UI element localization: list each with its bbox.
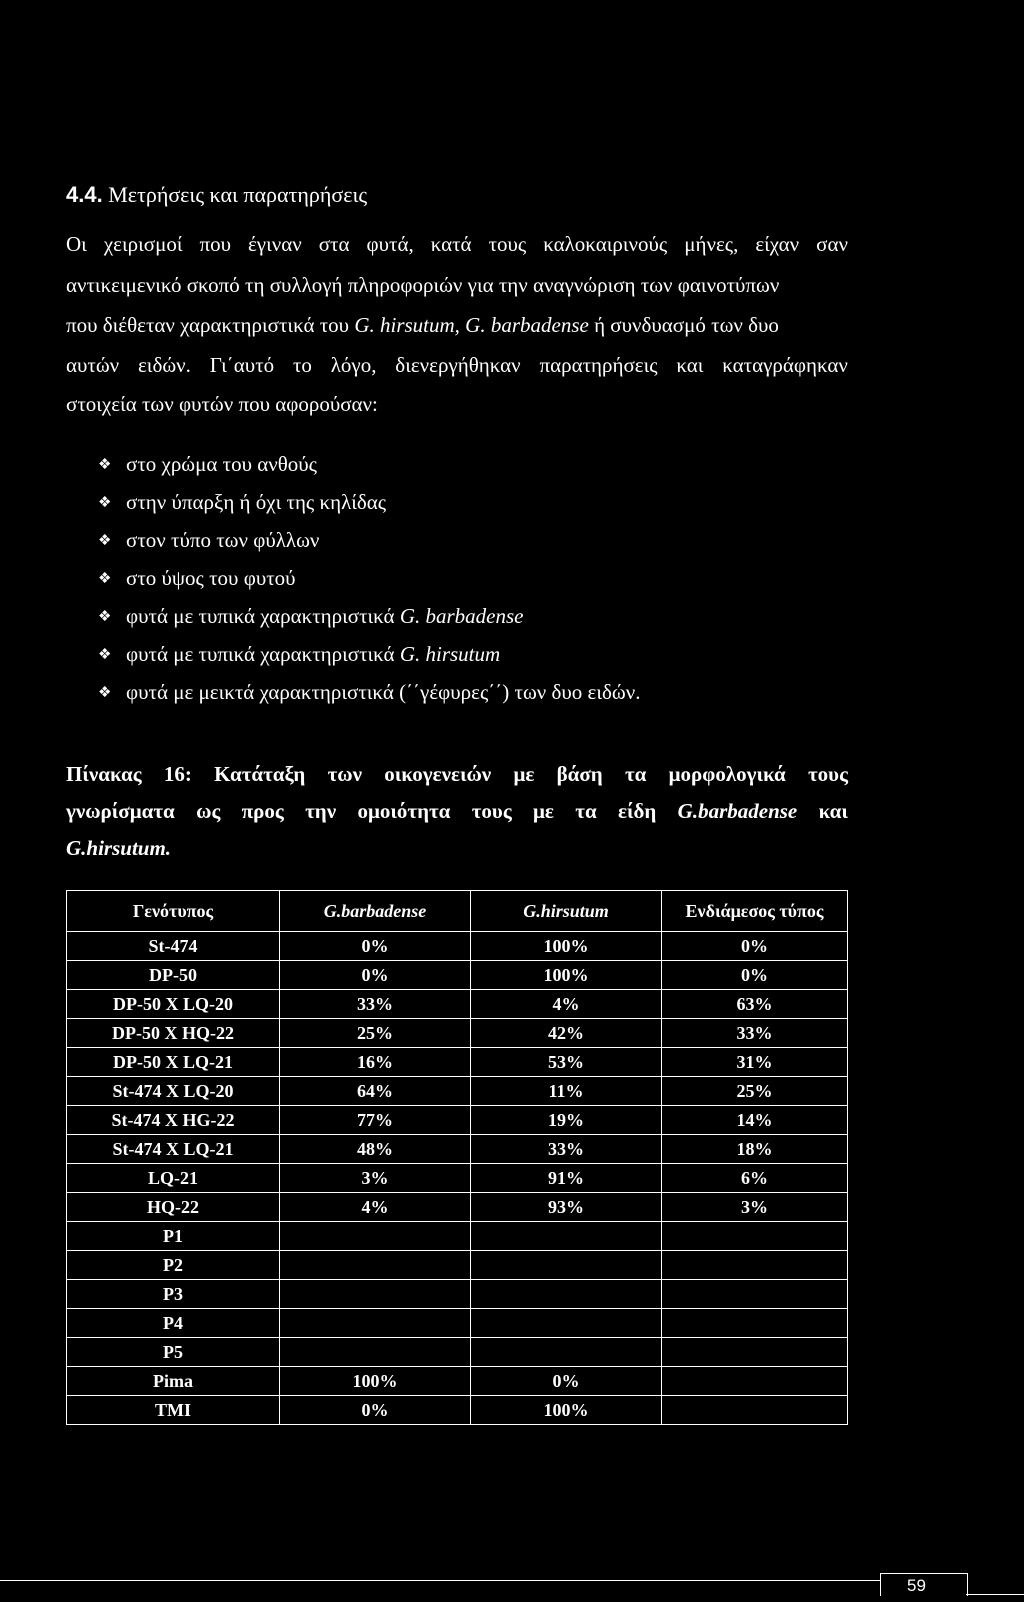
barbadense-cell xyxy=(280,1309,471,1338)
word: φυτά, xyxy=(366,232,414,256)
diamond-bullet-icon: ❖ xyxy=(98,457,112,473)
table-row xyxy=(67,932,848,961)
hirsutum-cell: 19% xyxy=(471,1106,662,1135)
observation-text: στην ύπαρξη ή όχι της κηλίδας xyxy=(126,490,387,514)
observation-item xyxy=(98,680,641,705)
hirsutum-cell: 100% xyxy=(471,961,662,990)
word: με xyxy=(533,799,554,823)
genotype-cell: St-474 xyxy=(67,932,280,961)
observation-item xyxy=(98,490,386,515)
hirsutum-cell: 33% xyxy=(471,1135,662,1164)
intermediate-cell: 3% xyxy=(662,1193,848,1222)
barbadense-cell: 0% xyxy=(280,1396,471,1425)
intermediate-cell: 14% xyxy=(662,1106,848,1135)
word: τους xyxy=(488,232,527,256)
genotype-cell: P3 xyxy=(67,1280,280,1309)
genotype-cell: HQ-22 xyxy=(67,1193,280,1222)
word: Γι΄αυτό xyxy=(209,353,275,377)
genotype-cell: LQ-21 xyxy=(67,1164,280,1193)
genotype-cell: Pima xyxy=(67,1367,280,1396)
word: βάση xyxy=(556,762,603,786)
intermediate-cell xyxy=(662,1280,848,1309)
paragraph-line-3a: που διέθεταν χαρακτηριστικά του xyxy=(66,313,355,337)
diamond-bullet-icon: ❖ xyxy=(98,571,112,587)
word: τα xyxy=(575,799,597,823)
classification-table xyxy=(66,890,848,1425)
barbadense-cell: 64% xyxy=(280,1077,471,1106)
table-row xyxy=(67,1338,848,1367)
word: προς xyxy=(241,799,284,823)
diamond-bullet-icon: ❖ xyxy=(98,647,112,663)
observation-text: στο ύψος του φυτού xyxy=(126,566,296,590)
barbadense-cell xyxy=(280,1222,471,1251)
hirsutum-cell: 100% xyxy=(471,932,662,961)
intermediate-cell: 33% xyxy=(662,1019,848,1048)
word: μήνες, xyxy=(684,232,739,256)
table-row xyxy=(67,1280,848,1309)
observation-species: G. barbadense xyxy=(399,604,524,628)
word: τους xyxy=(807,762,848,786)
observation-text: φυτά με μεικτά χαρακτηριστικά (΄΄γέφυρες΄΄) των δυο ειδών. xyxy=(126,680,641,704)
intermediate-cell xyxy=(662,1251,848,1280)
caption-barbadense: G.barbadense xyxy=(677,799,798,823)
genotype-cell: St-474 X LQ-21 xyxy=(67,1135,280,1164)
word: σαν xyxy=(816,232,848,256)
diamond-bullet-icon: ❖ xyxy=(98,495,112,511)
intermediate-cell: 18% xyxy=(662,1135,848,1164)
word: ως xyxy=(196,799,221,823)
table-row xyxy=(67,1193,848,1222)
intermediate-cell: 0% xyxy=(662,961,848,990)
intermediate-cell: 63% xyxy=(662,990,848,1019)
caption-and: και xyxy=(818,799,848,823)
observation-item xyxy=(98,452,317,477)
word: καλοκαιρινούς xyxy=(543,232,668,256)
word: Πίνακας xyxy=(66,762,142,786)
table-row xyxy=(67,1077,848,1106)
table-row xyxy=(67,961,848,990)
word: αυτών xyxy=(66,353,120,377)
barbadense-cell: 4% xyxy=(280,1193,471,1222)
word: Κατάταξη xyxy=(214,762,306,786)
word: το xyxy=(292,353,312,377)
observation-item xyxy=(98,528,319,553)
section-number: 4.4. xyxy=(66,182,103,207)
word: είχαν xyxy=(755,232,800,256)
barbadense-cell: 77% xyxy=(280,1106,471,1135)
page-number: 59 xyxy=(907,1576,926,1595)
intermediate-cell xyxy=(662,1309,848,1338)
observation-text: στον τύπο των φύλλων xyxy=(126,528,320,552)
intermediate-cell xyxy=(662,1396,848,1425)
observation-item xyxy=(98,566,296,591)
table-row xyxy=(67,1251,848,1280)
table-row xyxy=(67,1048,848,1077)
barbadense-cell: 16% xyxy=(280,1048,471,1077)
diamond-bullet-icon: ❖ xyxy=(98,533,112,549)
paragraph-line-4 xyxy=(66,353,848,378)
hirsutum-cell: 42% xyxy=(471,1019,662,1048)
diamond-bullet-icon: ❖ xyxy=(98,609,112,625)
word: οικογενειών xyxy=(384,762,492,786)
barbadense-cell xyxy=(280,1251,471,1280)
paragraph-line-2: αντικειμενικό σκοπό τη συλλογή πληροφοριών για την αναγνώριση των φαινοτύπων xyxy=(66,273,780,297)
genotype-cell: DP-50 X HQ-22 xyxy=(67,1019,280,1048)
word: έγιναν xyxy=(247,232,302,256)
intermediate-cell: 31% xyxy=(662,1048,848,1077)
paragraph-line-3c: ή συνδυασμό των δυο xyxy=(588,313,779,337)
word: που xyxy=(199,232,231,256)
word: λόγο, xyxy=(330,353,377,377)
caption-species: G.hirsutum. xyxy=(66,836,172,860)
word: γνωρίσματα xyxy=(66,799,175,823)
hirsutum-cell xyxy=(471,1338,662,1367)
caption-line-2 xyxy=(66,799,848,824)
barbadense-cell xyxy=(280,1280,471,1309)
header-intermediate: Ενδιάμεσος τύπος xyxy=(662,891,848,932)
observation-species: G. hirsutum xyxy=(399,642,501,666)
table-row xyxy=(67,1222,848,1251)
word: 16: xyxy=(163,762,192,786)
section-title: Μετρήσεις και παρατηρήσεις xyxy=(108,182,368,207)
word: Οι xyxy=(66,232,87,256)
barbadense-cell: 33% xyxy=(280,990,471,1019)
hirsutum-cell xyxy=(471,1280,662,1309)
observation-text: φυτά με τυπικά χαρακτηριστικά xyxy=(126,642,400,666)
intermediate-cell: 6% xyxy=(662,1164,848,1193)
word: την xyxy=(305,799,337,823)
table-row xyxy=(67,1019,848,1048)
intermediate-cell xyxy=(662,1222,848,1251)
caption-line-3 xyxy=(66,836,171,861)
word: χειρισμοί xyxy=(103,232,183,256)
paragraph-line-5: στοιχεία των φυτών που αφορούσαν: xyxy=(66,392,378,416)
word: στα xyxy=(318,232,350,256)
hirsutum-cell xyxy=(471,1251,662,1280)
genotype-cell: St-474 X HG-22 xyxy=(67,1106,280,1135)
hirsutum-cell xyxy=(471,1222,662,1251)
genotype-cell: P2 xyxy=(67,1251,280,1280)
caption-line-1 xyxy=(66,762,848,787)
word: ομοιότητα xyxy=(357,799,451,823)
genotype-cell: DP-50 X LQ-21 xyxy=(67,1048,280,1077)
genotype-cell: DP-50 X LQ-20 xyxy=(67,990,280,1019)
genotype-cell: P5 xyxy=(67,1338,280,1367)
hirsutum-cell: 0% xyxy=(471,1367,662,1396)
word: μορφολογικά xyxy=(668,762,786,786)
table-row xyxy=(67,1106,848,1135)
table-row xyxy=(67,1164,848,1193)
hirsutum-cell: 11% xyxy=(471,1077,662,1106)
hirsutum-cell: 100% xyxy=(471,1396,662,1425)
word: διενεργήθηκαν xyxy=(395,353,521,377)
footer-rule-right xyxy=(966,1594,1024,1595)
table-row xyxy=(67,990,848,1019)
observation-item xyxy=(98,642,500,667)
header-hirsutum: G.hirsutum xyxy=(471,891,662,932)
diamond-bullet-icon: ❖ xyxy=(98,685,112,701)
barbadense-cell: 0% xyxy=(280,932,471,961)
word: είδη xyxy=(618,799,657,823)
barbadense-cell: 100% xyxy=(280,1367,471,1396)
section-heading xyxy=(66,182,367,208)
header-barbadense: G.barbadense xyxy=(280,891,471,932)
table-header-row xyxy=(67,891,848,932)
genotype-cell: DP-50 xyxy=(67,961,280,990)
paragraph-line-3 xyxy=(66,313,779,338)
paragraph-line-1 xyxy=(66,232,848,257)
genotype-cell: P1 xyxy=(67,1222,280,1251)
barbadense-cell: 25% xyxy=(280,1019,471,1048)
table-row xyxy=(67,1396,848,1425)
barbadense-cell: 48% xyxy=(280,1135,471,1164)
intermediate-cell xyxy=(662,1367,848,1396)
hirsutum-cell xyxy=(471,1309,662,1338)
intermediate-cell: 25% xyxy=(662,1077,848,1106)
word: ειδών. xyxy=(137,353,191,377)
intermediate-cell: 0% xyxy=(662,932,848,961)
word: τα xyxy=(624,762,647,786)
word: των xyxy=(327,762,362,786)
genotype-cell: P4 xyxy=(67,1309,280,1338)
barbadense-cell: 0% xyxy=(280,961,471,990)
word: και xyxy=(676,353,704,377)
species-names: G. hirsutum, G. barbadense xyxy=(354,313,589,337)
word: με xyxy=(513,762,535,786)
observation-item xyxy=(98,604,523,629)
intermediate-cell xyxy=(662,1338,848,1367)
genotype-cell: St-474 X LQ-20 xyxy=(67,1077,280,1106)
hirsutum-cell: 93% xyxy=(471,1193,662,1222)
hirsutum-cell: 53% xyxy=(471,1048,662,1077)
table-row xyxy=(67,1309,848,1338)
barbadense-cell: 3% xyxy=(280,1164,471,1193)
hirsutum-cell: 4% xyxy=(471,990,662,1019)
word: τους xyxy=(471,799,512,823)
word: καταγράφηκαν xyxy=(722,353,848,377)
word: παρατηρήσεις xyxy=(539,353,658,377)
table-row xyxy=(67,1367,848,1396)
footer-rule xyxy=(0,1580,880,1581)
table-row xyxy=(67,1135,848,1164)
word: κατά xyxy=(430,232,472,256)
barbadense-cell xyxy=(280,1338,471,1367)
observation-text: στο χρώμα του ανθούς xyxy=(126,452,317,476)
header-genotype: Γενότυπος xyxy=(67,891,280,932)
observation-text: φυτά με τυπικά χαρακτηριστικά xyxy=(126,604,400,628)
genotype-cell: TMI xyxy=(67,1396,280,1425)
hirsutum-cell: 91% xyxy=(471,1164,662,1193)
